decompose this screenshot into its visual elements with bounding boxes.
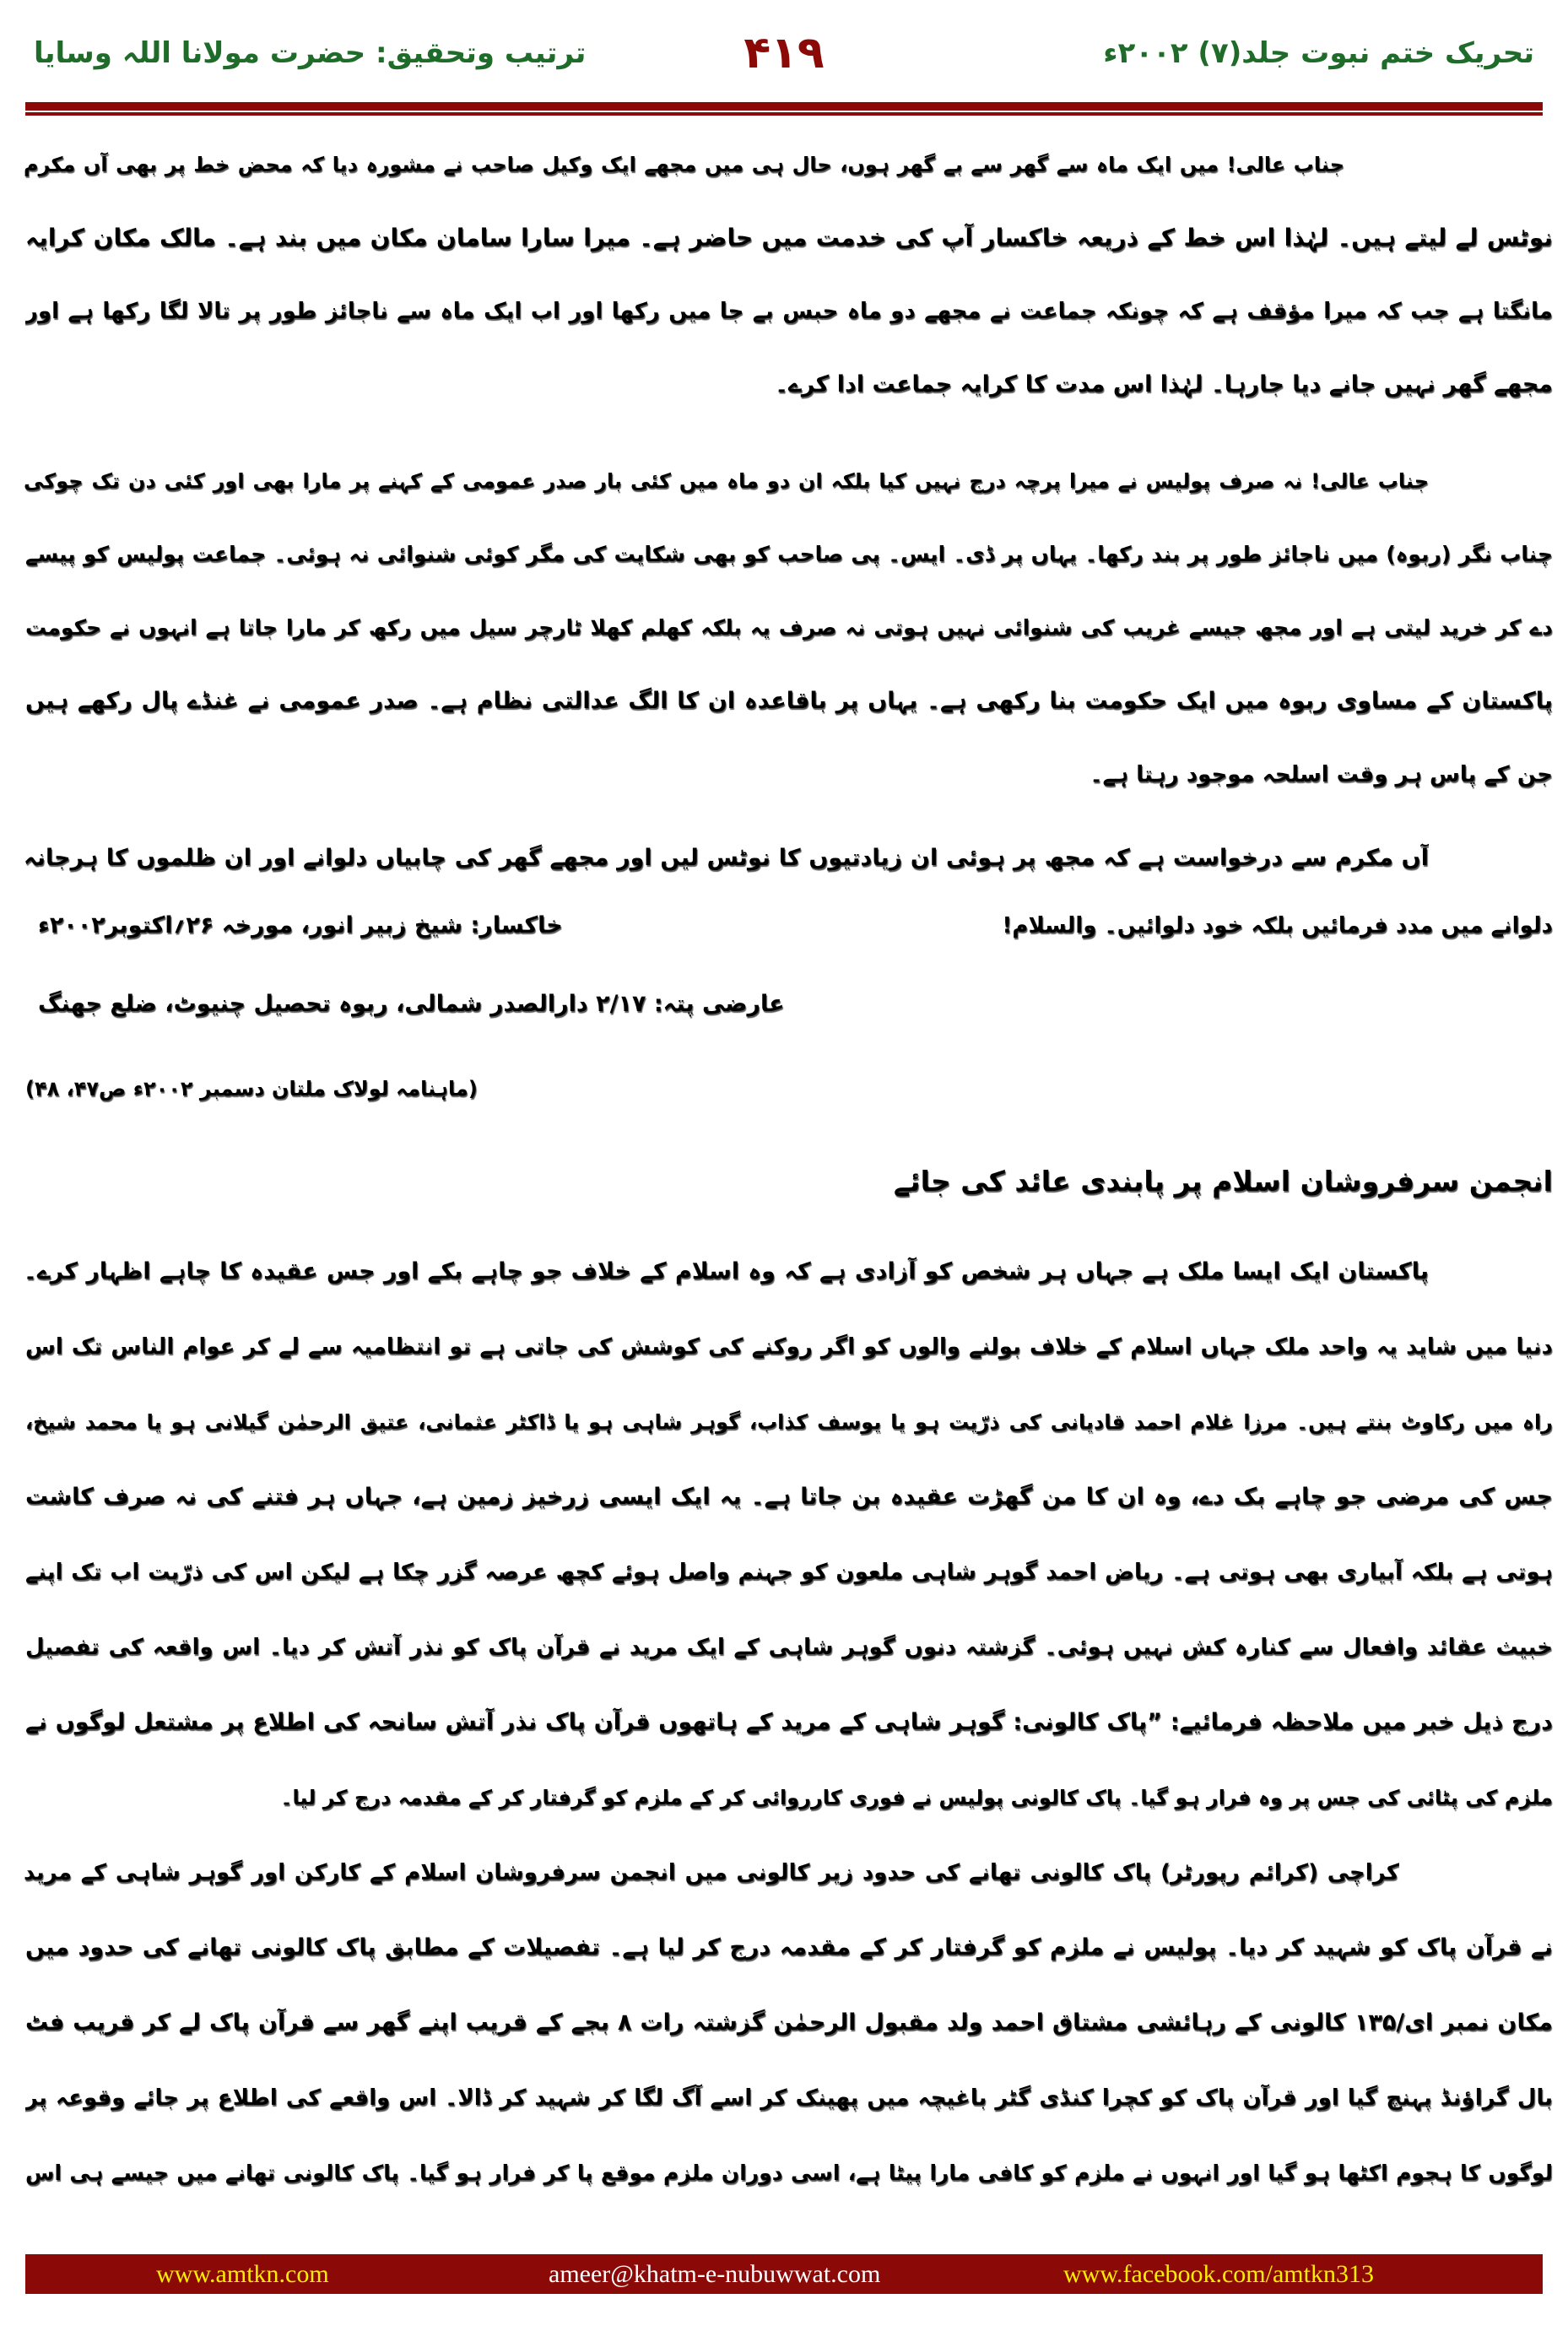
article-line: پاکستان ایک ایسا ملک ہے جہاں ہر شخص کو آزادی ہے کہ وہ اسلام کے خلاف جو چاہے بکے اور جس عقیدہ کا چاہے اظہار کرے۔	[24, 1258, 1429, 1285]
article-line: مکان نمبر ای/۱۳۵ کالونی کے رہائشی مشتاق احمد ولد مقبول الرحمٰن گزشتہ رات ۸ بجے کے قریب اپنے گھر سے قرآن پاک لے کر قریب فٹ	[25, 2009, 1553, 2036]
letter-line: دے کر خرید لیتی ہے اور مجھ جیسے غریب کی شنوائی نہیں ہوتی نہ صرف یہ بلکہ کھلم کھلا ٹارچر سیل میں رکھ کر مارا جاتا ہے انہوں نے حکومت	[25, 615, 1553, 640]
letter-line: دلوانے میں مدد فرمائیں بلکہ خود دلوائیں۔ والسلام!	[1002, 913, 1553, 938]
letter-line: مانگتا ہے جب کہ میرا مؤقف ہے کہ چونکہ جماعت نے مجھے دو ماہ حبس بے جا میں رکھا اور اب ایک ماہ سے ناجائز طور پر تالا لگا رکھا ہے اور	[25, 299, 1553, 324]
letter-line: آں مکرم سے درخواست ہے کہ مجھ پر ہوئی ان زیادتیوں کا نوٹس لیں اور مجھے گھر کی چابیاں دلوانے اور ان ظلموں کا ہرجانہ	[24, 845, 1429, 871]
letter-line: جن کے پاس ہر وقت اسلحہ موجود رہتا ہے۔	[1089, 762, 1553, 787]
compiler-credit: ترتیب وتحقیق: حضرت مولانا اللہ وسایا	[34, 36, 587, 70]
article-line: خبیث عقائد وافعال سے کنارہ کش نہیں ہوئی۔ گزشتہ دنوں گوہر شاہی کے ایک مرید نے قرآن پاک کو نذر آتش کر دیا۔ اس واقعہ کی تفصیل	[25, 1635, 1553, 1660]
email-link[interactable]: ameer@khatm-e-nubuwwat.com	[549, 2260, 881, 2288]
letter-line: جناب عالی! نہ صرف پولیس نے میرا پرچہ درج نہیں کیا بلکہ ان دو ماہ میں کئی بار صدر عمومی کے کہنے پر مارا بھی اور کئی دن تک چوکی	[24, 469, 1429, 493]
article-line: دنیا میں شاید یہ واحد ملک جہاں اسلام کے خلاف بولنے والوں کو اگر روکنے کی کوشش کی جاتی ہے تو انتظامیہ سے لے کر عوام الناس تک اس	[25, 1334, 1553, 1360]
source-citation: (ماہنامہ لولاک ملتان دسمبر ۲۰۰۲ء ص۴۷، ۴۸)	[25, 1077, 478, 1101]
book-title: تحریک ختم نبوت جلد(۷) ۲۰۰۲ء	[1103, 36, 1534, 70]
article-line: بال گراؤنڈ پہنچ گیا اور قرآن پاک کو کچرا کنڈی گٹر باغیچہ میں پھینک کر اسے آگ لگا کر شہید کر ڈالا۔ اس واقعے کی اطلاع پر جائے وقوعہ پر	[25, 2085, 1553, 2111]
letter-signature: خاکسار: شیخ زبیر انور، مورخہ ۲۶؍اکتوبر۲۰۰۲ء	[38, 912, 563, 938]
article-line: جس کی مرضی جو چاہے بک دے، وہ ان کا من گھڑت عقیدہ بن جاتا ہے۔ یہ ایک ایسی زرخیز زمین ہے، جہاں ہر فتنے کی نہ صرف کاشت	[25, 1484, 1553, 1510]
article-line: لوگوں کا ہجوم اکٹھا ہو گیا اور انہوں نے ملزم کو کافی مارا پیٹا ہے، اسی دوران ملزم موقع پا کر فرار ہو گیا۔ پاک کالونی تھانے میں جیسے ہی اس	[25, 2161, 1553, 2185]
header-divider	[25, 102, 1543, 111]
article-line: راہ میں رکاوٹ بنتے ہیں۔ مرزا غلام احمد قادیانی کی ذرّیت ہو یا یوسف کذاب، گوہر شاہی ہو یا ڈاکٹر عثمانی، عتیق الرحمٰن گیلانی ہو یا محمد شیخ،	[25, 1410, 1553, 1434]
page-number: ۴۱۹	[743, 28, 825, 78]
article-heading: انجمن سرفروشان اسلام پر پابندی عائد کی جائے	[893, 1165, 1553, 1198]
letter-line: چناب نگر (ربوہ) میں ناجائز طور پر بند رکھا۔ یہاں پر ڈی۔ ایس۔ پی صاحب کو بھی شکایت کی مگر کوئی شنوائی نہ ہوئی۔ جماعت پولیس کو پیسے	[25, 542, 1553, 566]
header-divider-thin	[25, 112, 1543, 116]
article-line: درج ذیل خبر میں ملاحظہ فرمائیے: ”پاک کالونی: گوہر شاہی کے مرید کے ہاتھوں قرآن پاک نذر آتش سانحہ کی اطلاع پر مشتعل لوگوں نے	[25, 1709, 1553, 1735]
article-line: ہوتی ہے بلکہ آبیاری بھی ہوتی ہے۔ ریاض احمد گوہر شاہی ملعون کو جہنم واصل ہوئے کچھ عرصہ گزر چکا ہے لیکن اس کی ذرّیت اب تک اپنے	[25, 1560, 1553, 1585]
footer-bar	[25, 2254, 1543, 2294]
letter-line: مجھے گھر نہیں جانے دیا جارہا۔ لہٰذا اس مدت کا کرایہ جماعت ادا کرے۔	[775, 371, 1553, 398]
article-line: ملزم کی پٹائی کی جس پر وہ فرار ہو گیا۔ پاک کالونی پولیس نے فوری کارروائی کر کے ملزم کو گرفتار کر کے مقدمہ درج کر لیا۔	[280, 1786, 1553, 1809]
facebook-link[interactable]: www.facebook.com/amtkn313	[1063, 2260, 1374, 2288]
article-line: نے قرآن پاک کو شہید کر دیا۔ پولیس نے ملزم کو گرفتار کر کے مقدمہ درج کر لیا ہے۔ تفصیلات کے مطابق پاک کالونی تھانے کی حدود میں	[25, 1934, 1553, 1961]
letter-line: جناب عالی! میں ایک ماہ سے گھر سے بے گھر ہوں، حال ہی میں مجھے ایک وکیل صاحب نے مشورہ دیا کہ محض خط پر بھی آں مکرم	[24, 153, 1344, 176]
letter-line: نوٹس لے لیتے ہیں۔ لہٰذا اس خط کے ذریعہ خاکسار آپ کی خدمت میں حاضر ہے۔ میرا سارا سامان مکان میں بند ہے۔ مالک مکان کرایہ	[25, 224, 1553, 252]
website-link[interactable]: www.amtkn.com	[156, 2260, 329, 2288]
letter-address: عارضی پتہ: ۲/۱۷ دارالصدر شمالی، ربوہ تحصیل چنیوٹ، ضلع جھنگ	[38, 991, 785, 1017]
article-line: کراچی (کرائم رپورٹر) پاک کالونی تھانے کی حدود زیر کالونی میں انجمن سرفروشان اسلام کے کارکن اور گوہر شاہی کے مرید	[24, 1860, 1399, 1885]
letter-line: پاکستان کے مساوی ربوہ میں ایک حکومت بنا رکھی ہے۔ یہاں پر باقاعدہ ان کا الگ عدالتی نظام ہے۔ صدر عمومی نے غنڈے پال رکھے ہیں	[25, 688, 1553, 714]
